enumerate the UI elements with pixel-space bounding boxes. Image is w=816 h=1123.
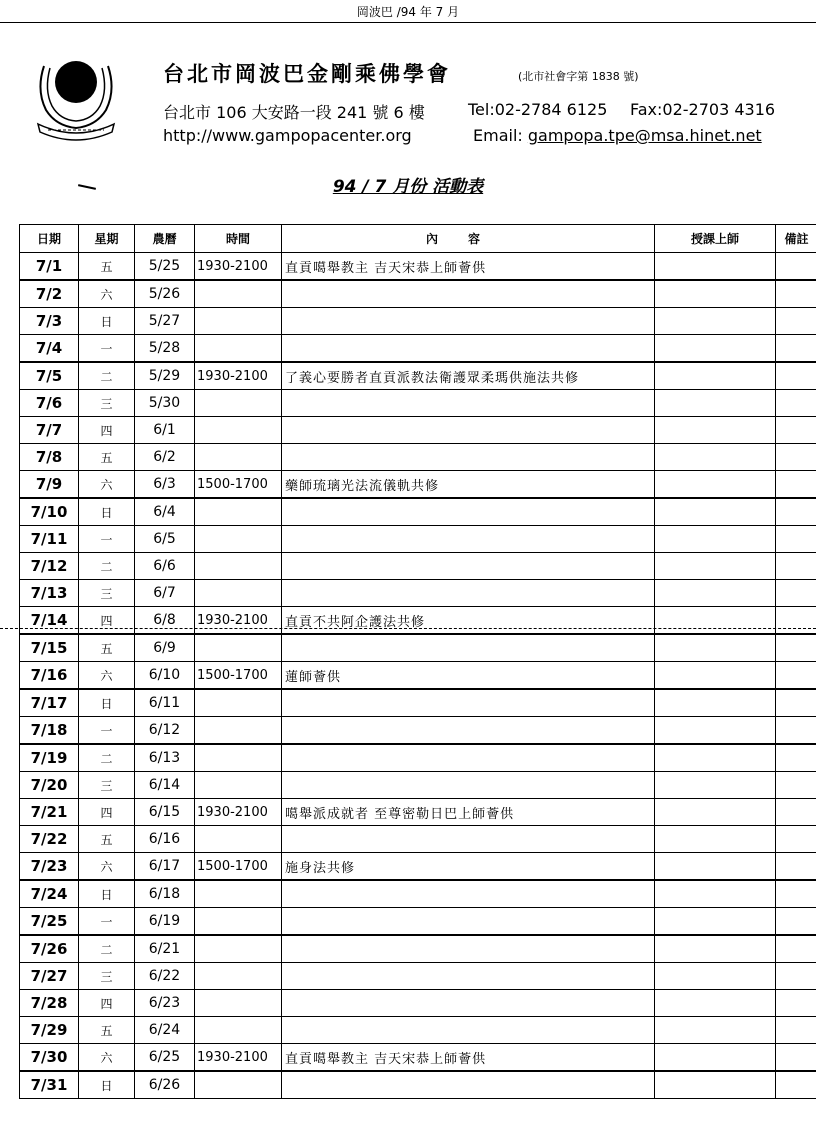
cell-time [195,280,282,308]
table-row [20,880,816,908]
cell-content: 了義心要勝者直貢派教法衛護眾柔瑪供施法共修 [282,362,655,390]
cell-content [282,444,655,471]
cell-time [195,826,282,853]
table-row [20,963,816,990]
cell-time [195,526,282,553]
cell-remarks [776,880,816,908]
cell-time [195,335,282,363]
cell-content: 噶舉派成就者 至尊密勒日巴上師薈供 [282,799,655,826]
cell-date: 7/6 [20,390,79,417]
cell-weekday: 日 [79,880,135,908]
cell-lunar: 6/6 [135,553,195,580]
cell-date: 7/29 [20,1017,79,1044]
cell-time [195,990,282,1017]
cell-remarks [776,417,816,444]
cell-lunar: 5/29 [135,362,195,390]
cell-remarks [776,689,816,717]
cell-remarks [776,990,816,1017]
cell-teacher [655,444,776,471]
cell-time: 1500-1700 [195,471,282,499]
schedule-heading [0,172,816,197]
cell-time [195,390,282,417]
schedule-heading-text: 94 / 7 月份 活動表 [332,177,484,197]
cell-time [195,417,282,444]
cell-date: 7/20 [20,772,79,799]
cell-date: 7/16 [20,662,79,690]
cell-date: 7/31 [20,1071,79,1099]
address: 台北市 106 大安路一段 241 號 6 樓 [163,103,425,122]
cell-lunar: 5/26 [135,280,195,308]
table-row [20,634,816,662]
scan-artifact-line [0,628,816,629]
cell-lunar: 6/16 [135,826,195,853]
cell-content: 直貢不共阿企護法共修 [282,607,655,635]
cell-content: 直貢噶舉教主 吉天宋恭上師薈供 [282,253,655,281]
cell-weekday: 六 [79,662,135,690]
table-row [20,689,816,717]
table-row [20,335,816,363]
header-remarks: 備註 [776,225,816,253]
table-row [20,471,816,499]
cell-weekday: 二 [79,362,135,390]
cell-remarks [776,963,816,990]
cell-lunar: 6/11 [135,689,195,717]
cell-remarks [776,498,816,526]
cell-lunar: 5/27 [135,308,195,335]
cell-weekday: 日 [79,498,135,526]
cell-weekday: 五 [79,634,135,662]
table-row [20,717,816,745]
cell-weekday: 三 [79,390,135,417]
cell-weekday: 一 [79,335,135,363]
cell-content [282,417,655,444]
cell-lunar: 6/14 [135,772,195,799]
cell-content [282,634,655,662]
cell-teacher [655,308,776,335]
cell-time: 1930-2100 [195,1044,282,1072]
cell-remarks [776,553,816,580]
cell-content [282,553,655,580]
cell-date: 7/28 [20,990,79,1017]
cell-content [282,826,655,853]
header-weekday: 星期 [79,225,135,253]
cell-remarks [776,362,816,390]
cell-teacher [655,335,776,363]
cell-lunar: 6/21 [135,935,195,963]
header-content: 內容 [282,225,655,253]
cell-lunar: 6/24 [135,1017,195,1044]
cell-time: 1500-1700 [195,853,282,881]
cell-time [195,935,282,963]
cell-date: 7/25 [20,908,79,936]
cell-time: 1930-2100 [195,362,282,390]
cell-content [282,498,655,526]
cell-time: 1930-2100 [195,799,282,826]
cell-teacher [655,1017,776,1044]
table-row [20,662,816,690]
cell-remarks [776,1017,816,1044]
table-row [20,853,816,881]
cell-content [282,580,655,607]
header-lunar: 農曆 [135,225,195,253]
cell-date: 7/15 [20,634,79,662]
cell-date: 7/26 [20,935,79,963]
cell-content: 施身法共修 [282,853,655,881]
cell-time [195,744,282,772]
email-contact [473,126,762,145]
cell-lunar: 6/19 [135,908,195,936]
cell-weekday: 三 [79,963,135,990]
cell-content: 蓮師薈供 [282,662,655,690]
cell-date: 7/5 [20,362,79,390]
cell-teacher [655,580,776,607]
cell-weekday: 一 [79,717,135,745]
cell-teacher [655,280,776,308]
cell-content [282,717,655,745]
cell-remarks [776,935,816,963]
cell-weekday: 四 [79,607,135,635]
cell-weekday: 二 [79,553,135,580]
cell-remarks [776,280,816,308]
cell-teacher [655,362,776,390]
cell-content [282,390,655,417]
cell-lunar: 6/7 [135,580,195,607]
cell-teacher [655,526,776,553]
cell-date: 7/8 [20,444,79,471]
table-row [20,799,816,826]
cell-content [282,280,655,308]
cell-teacher [655,853,776,881]
email-link[interactable]: gampopa.tpe@msa.hinet.net [527,126,762,145]
fax: Fax:02-2703 4316 [630,100,776,119]
cell-time [195,717,282,745]
table-row [20,498,816,526]
contact-line [163,126,762,145]
cell-time [195,498,282,526]
cell-remarks [776,662,816,690]
cell-lunar: 6/17 [135,853,195,881]
cell-date: 7/23 [20,853,79,881]
cell-date: 7/7 [20,417,79,444]
cell-weekday: 日 [79,1071,135,1099]
cell-weekday: 一 [79,908,135,936]
table-row [20,990,816,1017]
cell-teacher [655,990,776,1017]
cell-lunar: 6/3 [135,471,195,499]
cell-lunar: 6/10 [135,662,195,690]
cell-weekday: 四 [79,799,135,826]
table-row [20,417,816,444]
cell-remarks [776,335,816,363]
cell-remarks [776,853,816,881]
table-row [20,362,816,390]
cell-date: 7/12 [20,553,79,580]
cell-teacher [655,417,776,444]
cell-teacher [655,935,776,963]
cell-time [195,634,282,662]
cell-lunar: 6/18 [135,880,195,908]
cell-teacher [655,963,776,990]
header-teacher: 授課上師 [655,225,776,253]
cell-content [282,990,655,1017]
cell-time: 1500-1700 [195,662,282,690]
cell-remarks [776,744,816,772]
cell-lunar: 6/26 [135,1071,195,1099]
cell-time [195,1071,282,1099]
cell-weekday: 三 [79,580,135,607]
table-row [20,1071,816,1099]
cell-content [282,1071,655,1099]
cell-remarks [776,471,816,499]
cell-lunar: 6/25 [135,1044,195,1072]
table-row [20,526,816,553]
cell-weekday: 二 [79,935,135,963]
cell-weekday: 五 [79,253,135,281]
table-row [20,553,816,580]
cell-weekday: 一 [79,526,135,553]
organization-title: 台北市岡波巴金剛乘佛學會 [163,62,451,86]
cell-weekday: 六 [79,853,135,881]
cell-time: 1930-2100 [195,253,282,281]
cell-weekday: 三 [79,772,135,799]
cell-teacher [655,880,776,908]
cell-teacher [655,1044,776,1072]
table-row [20,253,816,281]
cell-time: 1930-2100 [195,607,282,635]
cell-lunar: 6/9 [135,634,195,662]
cell-teacher [655,908,776,936]
cell-teacher [655,799,776,826]
website-link[interactable]: http://www.gampopacenter.org [163,126,412,145]
telephone: Tel:02-2784 6125 [468,100,608,119]
cell-lunar: 6/13 [135,744,195,772]
cell-remarks [776,799,816,826]
cell-time [195,772,282,799]
cell-weekday: 四 [79,417,135,444]
cell-weekday: 五 [79,1017,135,1044]
cell-content [282,689,655,717]
cell-teacher [655,744,776,772]
table-row [20,772,816,799]
cell-teacher [655,662,776,690]
cell-weekday: 二 [79,744,135,772]
cell-remarks [776,580,816,607]
table-row [20,1017,816,1044]
cell-lunar: 6/23 [135,990,195,1017]
cell-remarks [776,607,816,635]
cell-date: 7/30 [20,1044,79,1072]
table-row [20,308,816,335]
cell-date: 7/27 [20,963,79,990]
table-row [20,908,816,936]
cell-content [282,308,655,335]
cell-date: 7/3 [20,308,79,335]
cell-lunar: 5/30 [135,390,195,417]
cell-remarks [776,826,816,853]
cell-content [282,935,655,963]
cell-teacher [655,772,776,799]
cell-time [195,553,282,580]
cell-date: 7/2 [20,280,79,308]
cell-weekday: 日 [79,308,135,335]
cell-remarks [776,717,816,745]
cell-content [282,908,655,936]
table-row [20,580,816,607]
cell-content [282,1017,655,1044]
cell-remarks [776,390,816,417]
cell-teacher [655,390,776,417]
cell-remarks [776,1071,816,1099]
cell-lunar: 5/25 [135,253,195,281]
page-header-line [0,0,816,23]
cell-time [195,308,282,335]
cell-teacher [655,634,776,662]
cell-teacher [655,689,776,717]
cell-date: 7/22 [20,826,79,853]
cell-remarks [776,908,816,936]
cell-date: 7/14 [20,607,79,635]
cell-teacher [655,553,776,580]
cell-teacher [655,826,776,853]
email-label: Email: [473,126,523,145]
cell-content: 藥師琉璃光法流儀軌共修 [282,471,655,499]
cell-lunar: 6/8 [135,607,195,635]
cell-date: 7/9 [20,471,79,499]
cell-time [195,689,282,717]
table-row [20,390,816,417]
header-date: 日期 [20,225,79,253]
cell-lunar: 6/22 [135,963,195,990]
cell-teacher [655,717,776,745]
cell-weekday: 日 [79,689,135,717]
cell-content [282,335,655,363]
cell-time [195,908,282,936]
cell-time [195,444,282,471]
cell-lunar: 6/1 [135,417,195,444]
cell-teacher [655,253,776,281]
cell-remarks [776,634,816,662]
cell-content [282,963,655,990]
table-row [20,935,816,963]
cell-teacher [655,498,776,526]
table-row [20,280,816,308]
header-text: 岡波巴 /94 年 7 月 [356,5,460,19]
cell-teacher [655,607,776,635]
schedule-table [19,224,816,1099]
cell-remarks [776,253,816,281]
cell-remarks [776,526,816,553]
cell-date: 7/11 [20,526,79,553]
table-header-row [20,225,816,253]
cell-lunar: 6/15 [135,799,195,826]
cell-date: 7/1 [20,253,79,281]
cell-weekday: 五 [79,826,135,853]
cell-content [282,880,655,908]
cell-lunar: 6/4 [135,498,195,526]
table-row [20,826,816,853]
table-row [20,744,816,772]
table-row [20,444,816,471]
cell-time [195,580,282,607]
cell-content [282,526,655,553]
cell-date: 7/18 [20,717,79,745]
cell-date: 7/17 [20,689,79,717]
cell-time [195,963,282,990]
cell-weekday: 五 [79,444,135,471]
cell-lunar: 5/28 [135,335,195,363]
cell-date: 7/13 [20,580,79,607]
cell-content [282,744,655,772]
cell-teacher [655,1071,776,1099]
cell-weekday: 六 [79,280,135,308]
cell-weekday: 四 [79,990,135,1017]
cell-content [282,772,655,799]
cell-lunar: 6/12 [135,717,195,745]
table-row [20,607,816,635]
cell-remarks [776,1044,816,1072]
cell-remarks [776,308,816,335]
registration-number: (北市社會字第 1838 號) [518,70,639,83]
cell-weekday: 六 [79,471,135,499]
cell-time [195,880,282,908]
cell-teacher [655,471,776,499]
cell-date: 7/21 [20,799,79,826]
cell-content: 直貢噶舉教主 吉天宋恭上師薈供 [282,1044,655,1072]
cell-remarks [776,772,816,799]
address-line [163,100,776,123]
cell-lunar: 6/5 [135,526,195,553]
cell-date: 7/4 [20,335,79,363]
cell-date: 7/24 [20,880,79,908]
cell-remarks [776,444,816,471]
gampopa-logo [30,46,122,142]
cell-weekday: 六 [79,1044,135,1072]
table-row [20,1044,816,1072]
header-time: 時間 [195,225,282,253]
cell-date: 7/10 [20,498,79,526]
cell-date: 7/19 [20,744,79,772]
cell-time [195,1017,282,1044]
cell-lunar: 6/2 [135,444,195,471]
